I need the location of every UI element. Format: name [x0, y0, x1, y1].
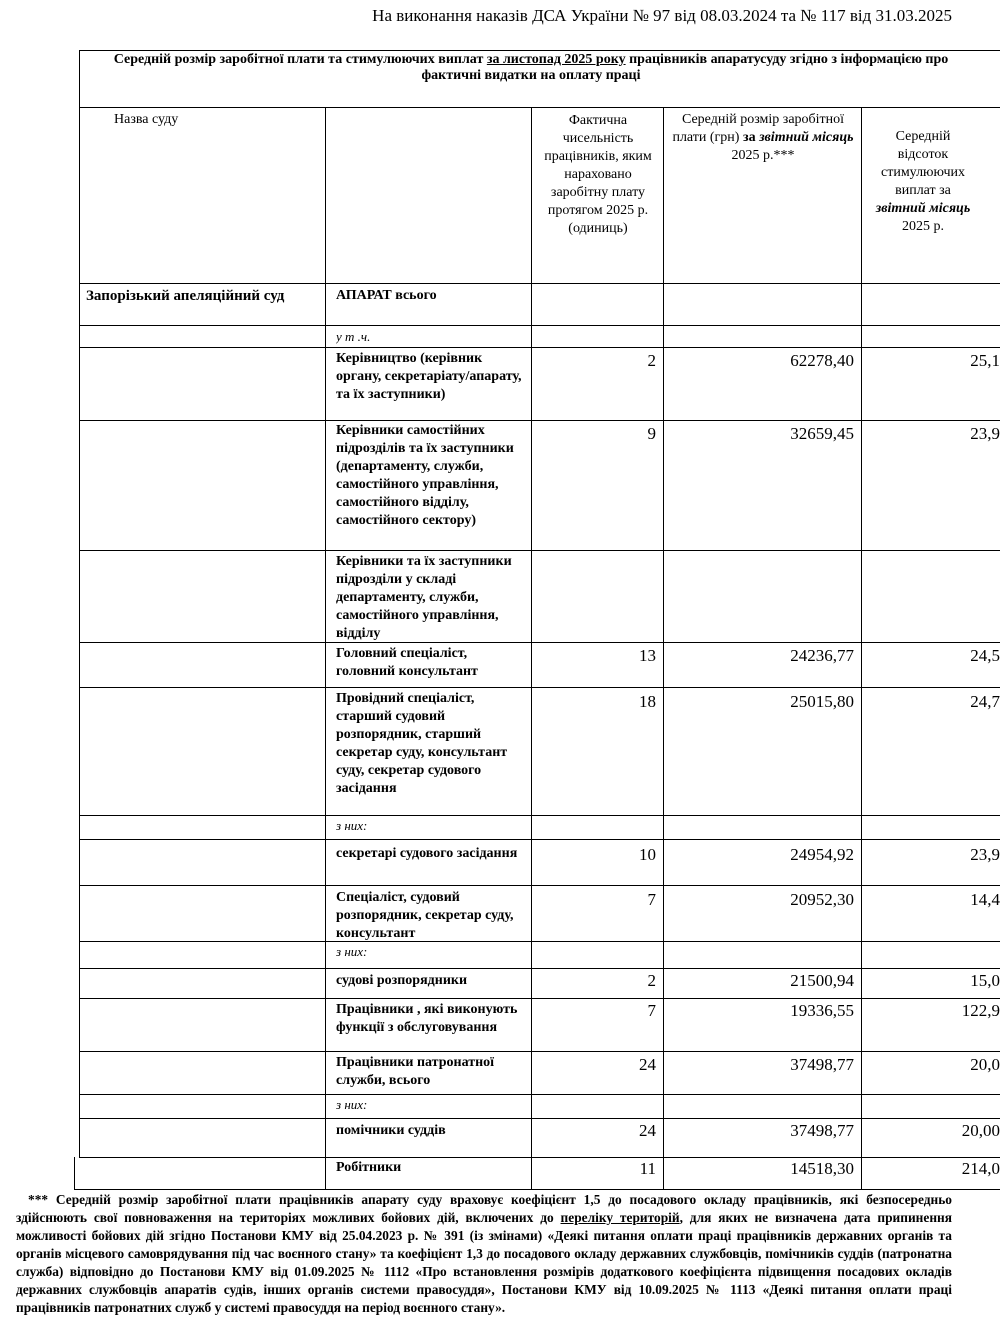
rule-top — [79, 50, 1000, 51]
row-percent: 25,1 — [970, 351, 1000, 370]
row-percent: 20,00 — [961, 1121, 1000, 1140]
row-percent: 24,7 — [970, 692, 1000, 711]
header-note: На виконання наказів ДСА України № 97 від 08.03.2024 та № 117 від 31.03.2025 — [372, 6, 952, 25]
row-count: 10 — [639, 845, 656, 864]
row-count: 18 — [639, 692, 656, 711]
title-part1: Середній розмір заробітної плати та стимулюючих виплат — [113, 52, 487, 67]
bonus-suffix: 2025 р. — [902, 219, 944, 234]
title-period: за листопад 2025 року — [486, 52, 626, 67]
row-percent: 23,9 — [970, 845, 1000, 864]
col-header-court: Назва суду — [114, 112, 179, 127]
row-salary: 37498,77 — [790, 1055, 854, 1074]
row-category: Керівництво (керівник органу, секретаріату/апарату, та їх заступники) — [336, 351, 522, 402]
row-count: 24 — [639, 1121, 656, 1140]
bonus-month: звітний місяць — [875, 201, 971, 216]
footnote — [16, 1191, 952, 1317]
territories-list-link[interactable]: переліку територій — [560, 1210, 680, 1225]
row-percent: 214,0 — [961, 1159, 1000, 1178]
col-header-bonus — [872, 128, 974, 236]
bonus-prefix: Середній відсоток стимулюючих виплат за — [881, 129, 965, 198]
row-category: секретарі судового засідання — [336, 846, 518, 861]
row-percent: 23,9 — [970, 424, 1000, 443]
row-category: Головний спеціаліст, головний консультант — [336, 646, 478, 679]
col-header-avg-salary — [666, 111, 860, 165]
avg-salary-month: звітний місяць — [759, 130, 854, 145]
row-category: Керівники та їх заступники підрозділи у складі департаменту, служби, самостійного управління, відділу — [336, 554, 512, 641]
row-category: Керівники самостійних підрозділів та їх заступники (департаменту, служби, самостійного управління, самостійного відділу, самостійного сектору) — [336, 423, 514, 528]
row-percent: 15,0 — [970, 971, 1000, 990]
row-category: з них: — [336, 944, 368, 959]
row-percent: 20,0 — [970, 1055, 1000, 1074]
row-count: 9 — [647, 424, 656, 443]
row-salary: 24954,92 — [790, 845, 854, 864]
rule-col-2 — [325, 107, 326, 1190]
row-percent: 24,5 — [970, 646, 1000, 665]
row-salary: 14518,30 — [790, 1159, 854, 1178]
avg-salary-suffix: 2025 р.*** — [731, 148, 795, 163]
row-category: Робітники — [336, 1160, 402, 1175]
row-category: Працівники патронатної служби, всього — [336, 1055, 495, 1088]
row-category: Працівники , які виконують функції з обслуговування — [336, 1002, 518, 1035]
avg-salary-prefix: Середній розмір заробітної плати (грн) — [672, 112, 845, 145]
table-title — [100, 52, 962, 84]
row-salary: 20952,30 — [790, 890, 854, 909]
row-salary: 21500,94 — [790, 971, 854, 990]
row-category: Провідний спеціаліст, старший судовий розпорядник, старший секретар суду, консультант суду, секретар судового засідання — [336, 691, 508, 796]
row-count: 7 — [647, 1001, 656, 1020]
row-category: з них: — [336, 818, 368, 833]
row-percent: 14,4 — [970, 890, 1000, 909]
row-count: 24 — [639, 1055, 656, 1074]
row-count: 11 — [639, 1159, 656, 1178]
rule-left-lower — [74, 1157, 75, 1190]
court-name: Запорізький апеляційний суд — [86, 288, 285, 304]
footnote-part1: *** Середній розмір заробітної плати працівників апарату суду враховує коефіцієнт 1,5 до посадового окладу працівників, які безпосередньо здійснюють свої повноваження на територіях можливих бойових дій, включених до — [16, 1192, 952, 1225]
row-salary: 24236,77 — [790, 646, 854, 665]
row-category: з них: — [336, 1097, 368, 1112]
footnote-part2: , для яких не визначена дата припинення можливості бойових дій згідно Постанови КМУ від 25.04.2023 р. № 391 (із змінами) «Деякі питання оплати праці працівників державних органів та органів місцевого самоврядування під час воєнного стану» та коефіцієнт 1,3 до посадового окладу державних службовців, помічників суддів (патронатна служба) відповідно до Постанови КМУ від 01.09.2025 № 1112 «Про встановлення розмірів додаткового коефіцієнта підвищення посадових окладів державних службовців апаратів судів, інших органів системи правосуддя», Постанови КМУ від 10.09.2025 № 1113 «Деякі питання оплати праці працівників патронатних служб у системі правосуддя на період воєнного стану». — [16, 1210, 953, 1315]
avg-salary-for: за — [742, 130, 760, 145]
row-category: Спеціаліст, судовий розпорядник, секретар суду, консультант — [336, 890, 514, 941]
row-category: у т .ч. — [336, 329, 371, 344]
row-salary: 32659,45 — [790, 424, 854, 443]
row-salary: 37498,77 — [790, 1121, 854, 1140]
row-salary: 25015,80 — [790, 692, 854, 711]
row-category: помічники суддів — [336, 1123, 446, 1138]
row-salary: 62278,40 — [790, 351, 854, 370]
row-percent: 122,9 — [961, 1001, 1000, 1020]
title-part2: працівників апаратусуду згідно з інформацією про фактичні видатки на оплату праці — [421, 52, 949, 83]
col-header-headcount: Фактична чисельність працівників, яким нараховано заробітну плату протягом 2025 р.(одиниць) — [544, 113, 652, 236]
row-category: судові розпорядники — [336, 973, 468, 988]
row-count: 13 — [639, 646, 656, 665]
row-count: 2 — [647, 971, 656, 990]
row-count: 2 — [647, 351, 656, 370]
rule-left — [79, 50, 80, 1157]
row-salary: 19336,55 — [790, 1001, 854, 1020]
row-category: АПАРАТ всього — [336, 288, 437, 303]
row-count: 7 — [647, 890, 656, 909]
